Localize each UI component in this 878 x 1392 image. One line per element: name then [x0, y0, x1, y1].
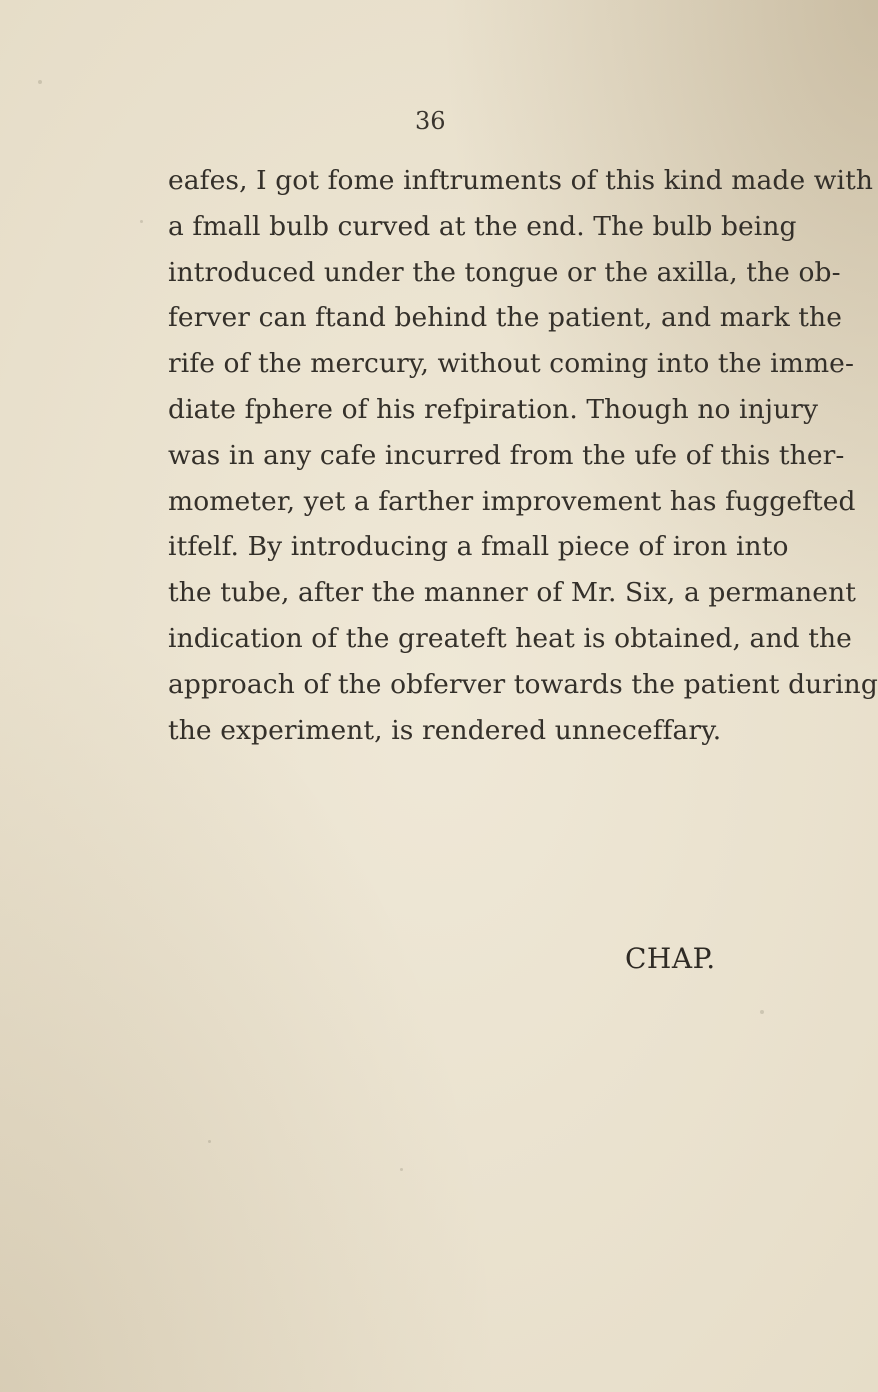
paper-speck [140, 220, 143, 223]
paper-speck [208, 1140, 211, 1143]
text-line: diate fphere of his refpiration. Though no injury [168, 393, 819, 425]
text-line: mometer, yet a farther improvement has fuggefted [168, 485, 856, 517]
text-line: approach of the obferver towards the patient during [168, 668, 878, 700]
text-line: itfelf. By introducing a fmall piece of iron into [168, 531, 789, 563]
text-line: was in any cafe incurred from the ufe of this ther- [168, 439, 845, 471]
text-line: rife of the mercury, without coming into the imme- [168, 348, 855, 380]
text-line: introduced under the tongue or the axilla, the ob- [168, 256, 841, 288]
text-line: ferver can ftand behind the patient, and mark the [168, 302, 842, 334]
text-line: eafes, I got fome inftruments of this kind made with [168, 165, 874, 196]
body-text [168, 158, 878, 753]
text-line: the tube, after the manner of Mr. Six, a permanent [168, 577, 856, 609]
text-line: indication of the greateft heat is obtained, and the [168, 622, 852, 654]
page-number: 36 [415, 107, 446, 135]
catchword: CHAP. [625, 942, 716, 975]
paper-speck [38, 80, 42, 84]
text-line: a fmall bulb curved at the end. The bulb being [168, 210, 797, 242]
paper-speck [400, 1168, 403, 1171]
paper-speck [760, 1010, 764, 1014]
text-line: the experiment, is rendered unneceffary. [168, 714, 722, 746]
